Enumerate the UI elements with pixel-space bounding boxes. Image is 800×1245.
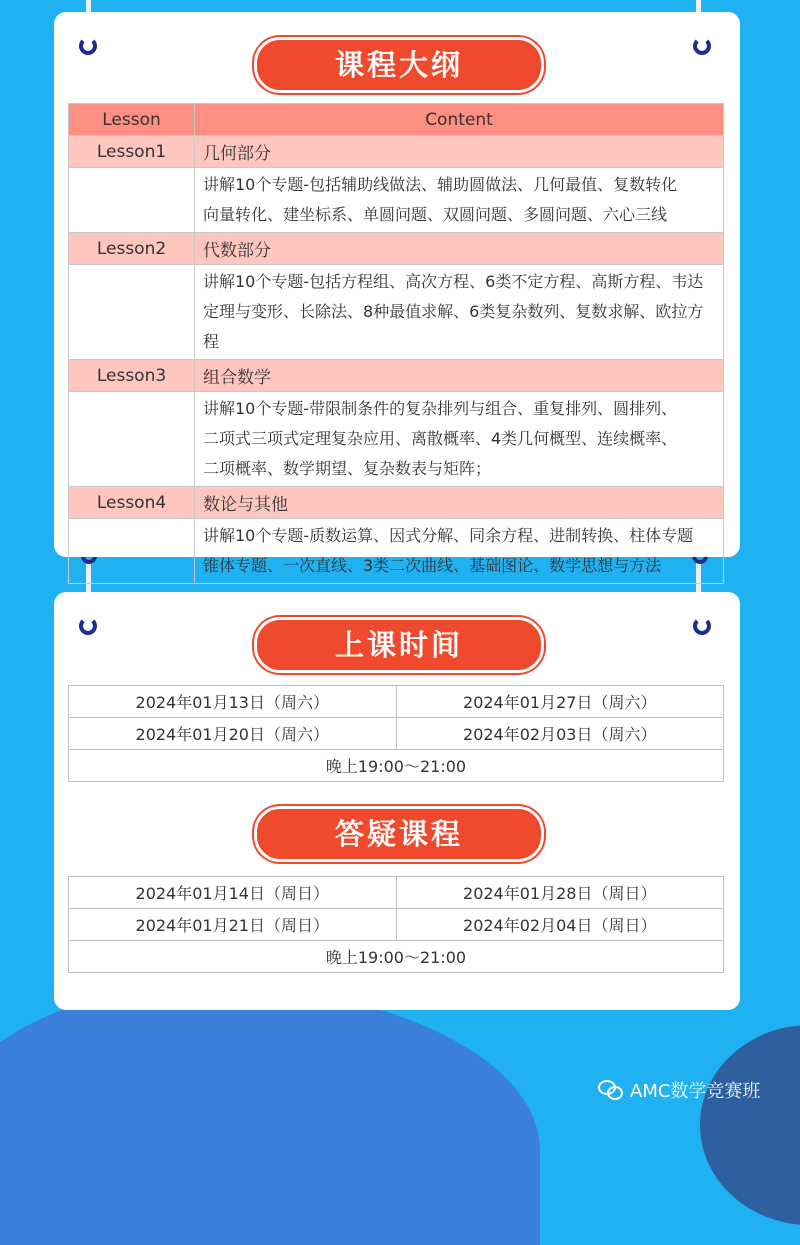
qa-title: 答疑课程 xyxy=(254,806,544,862)
lesson-name: Lesson2 xyxy=(69,233,195,265)
schedule-title: 上课时间 xyxy=(254,617,544,673)
header-lesson: Lesson xyxy=(69,104,195,136)
lesson-title: 几何部分 xyxy=(195,136,724,168)
lesson-row xyxy=(69,487,724,519)
lesson-desc-row xyxy=(69,168,724,233)
lesson-description xyxy=(195,519,724,584)
lesson-name: Lesson1 xyxy=(69,136,195,168)
header-content: Content xyxy=(195,104,724,136)
table-row xyxy=(69,909,724,941)
bottom-decor-wave xyxy=(0,985,540,1245)
lesson-name: Lesson3 xyxy=(69,360,195,392)
desc-line: 二项概率、数学期望、复杂数表与矩阵； xyxy=(203,459,492,478)
date-cell: 2024年01月28日（周日） xyxy=(396,877,724,909)
outline-table xyxy=(68,103,724,584)
date-cell: 2024年01月14日（周日） xyxy=(69,877,397,909)
schedule-table xyxy=(68,685,724,782)
desc-line: 讲解10个专题-带限制条件的复杂排列与组合、重复排列、圆排列、 xyxy=(203,399,678,418)
lesson-desc-row xyxy=(69,519,724,584)
lesson-row xyxy=(69,233,724,265)
hook-icon xyxy=(693,37,711,55)
lesson-name: Lesson4 xyxy=(69,487,195,519)
lesson-title: 数论与其他 xyxy=(195,487,724,519)
table-row xyxy=(69,877,724,909)
date-cell: 2024年01月20日（周六） xyxy=(69,718,397,750)
schedule-card xyxy=(54,592,740,1010)
lesson-description xyxy=(195,265,724,360)
table-row xyxy=(69,686,724,718)
outline-card xyxy=(54,12,740,575)
lesson-title: 代数部分 xyxy=(195,233,724,265)
qa-table xyxy=(68,876,724,973)
date-cell: 2024年02月03日（周六） xyxy=(396,718,724,750)
hook-icon xyxy=(79,37,97,55)
desc-line: 锥体专题、一次直线、3类二次曲线、基础图论、数学思想与方法 xyxy=(203,556,662,575)
date-cell: 2024年01月13日（周六） xyxy=(69,686,397,718)
lesson-title: 组合数学 xyxy=(195,360,724,392)
lesson-desc-row xyxy=(69,392,724,487)
time-cell: 晚上19:00～21:00 xyxy=(69,750,724,782)
table-row xyxy=(69,750,724,782)
desc-line: 二项式三项式定理复杂应用、离散概率、4类几何概型、连续概率、 xyxy=(203,429,678,448)
time-cell: 晚上19:00～21:00 xyxy=(69,941,724,973)
wechat-icon xyxy=(598,1080,624,1100)
date-cell: 2024年01月27日（周六） xyxy=(396,686,724,718)
date-cell: 2024年01月21日（周日） xyxy=(69,909,397,941)
desc-line: 讲解10个专题-包括辅助线做法、辅助圆做法、几何最值、复数转化 xyxy=(203,175,678,194)
desc-line: 讲解10个专题-质数运算、因式分解、同余方程、进制转换、柱体专题 xyxy=(203,526,694,545)
desc-line: 讲解10个专题-包括方程组、高次方程、6类不定方程、高斯方程、韦达 xyxy=(203,272,704,291)
table-row xyxy=(69,941,724,973)
date-cell: 2024年02月04日（周日） xyxy=(396,909,724,941)
hook-icon xyxy=(79,617,97,635)
wechat-watermark xyxy=(598,1077,760,1103)
desc-line: 向量转化、建坐标系、单圆问题、双圆问题、多圆问题、六心三线 xyxy=(203,205,668,224)
desc-line: 定理与变形、长除法、8种最值求解、6类复杂数列、复数求解、欧拉方程 xyxy=(203,302,704,351)
lesson-row xyxy=(69,136,724,168)
lesson-description xyxy=(195,392,724,487)
lesson-desc-row xyxy=(69,265,724,360)
hook-icon xyxy=(693,617,711,635)
corner-decor-circle xyxy=(700,1025,800,1225)
outline-title: 课程大纲 xyxy=(254,37,544,93)
table-row xyxy=(69,718,724,750)
lesson-description xyxy=(195,168,724,233)
table-header-row xyxy=(69,104,724,136)
wechat-account-name: AMC数学竞赛班 xyxy=(630,1081,761,1102)
lesson-row xyxy=(69,360,724,392)
